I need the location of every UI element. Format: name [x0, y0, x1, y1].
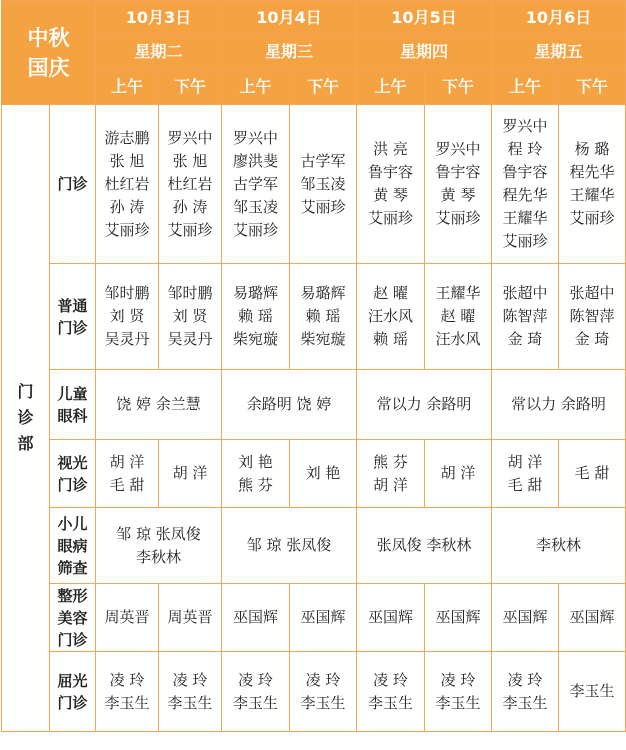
doctor-name: 王耀华 — [435, 284, 481, 302]
doctor-cell — [492, 508, 626, 584]
schedule-row-cosmetic — [2, 584, 626, 652]
doctor-name: 程 玲 — [507, 140, 543, 158]
am-header: 上午 — [357, 70, 425, 105]
doctor-cell — [159, 264, 222, 370]
doctor-name: 孙 涛 — [172, 197, 208, 216]
doctor-name: 李玉生 — [367, 693, 413, 712]
doctor-name: 罗兴中 — [502, 117, 548, 135]
doctor-name: 刘 贤 — [172, 307, 208, 325]
category-label — [50, 508, 96, 584]
doctor-name: 张超中 — [569, 284, 615, 302]
doctor-name: 汪水风 — [367, 307, 413, 325]
category-label-line: 门诊 — [57, 318, 88, 337]
doctor-name: 凌 玲 — [109, 670, 145, 689]
doctor-cell — [492, 652, 559, 732]
pm-header: 下午 — [425, 70, 492, 105]
doctor-name: 陈智萍 — [502, 307, 548, 325]
category-label-line: 整形 — [57, 586, 88, 605]
doctor-name: 黄 琴 — [373, 186, 408, 204]
category-label-line: 门诊 — [57, 693, 88, 712]
doctor-name: 杨 璐 — [574, 140, 610, 158]
doctor-name: 吴灵丹 — [104, 330, 150, 348]
doctor-name: 邹玉凌 — [300, 174, 346, 193]
doctor-cell — [222, 105, 290, 264]
doctor-name: 胡 洋 — [109, 452, 145, 471]
doctor-cell — [159, 584, 222, 652]
doctor-name: 鲁宇容 — [435, 163, 481, 181]
doctor-name: 胡 洋 — [507, 452, 543, 471]
holiday-title-line-2: 国庆 — [27, 55, 70, 80]
doctor-cell — [425, 584, 492, 652]
am-header: 上午 — [492, 70, 559, 105]
doctor-name: 凌 玲 — [373, 670, 408, 689]
doctor-cell — [290, 264, 357, 370]
doctor-cell — [96, 105, 159, 264]
doctor-cell — [425, 652, 492, 732]
category-label-line: 眼病 — [57, 536, 88, 555]
doctor-cell — [425, 440, 492, 508]
doctor-name: 毛 甜 — [109, 475, 145, 494]
schedule-row-outpatient — [2, 105, 626, 264]
doctor-name: 赖 瑶 — [305, 307, 341, 325]
doctor-cell — [222, 264, 290, 370]
doctor-cell — [222, 508, 357, 584]
date-header: 10月4日 — [222, 1, 357, 35]
doctor-name: 饶 婷 余兰慧 — [116, 395, 201, 413]
doctor-name: 邹 琼 张凤俊 — [116, 524, 201, 543]
doctor-name: 艾丽珍 — [367, 209, 413, 227]
doctor-cell — [357, 584, 425, 652]
doctor-cell — [559, 264, 626, 370]
doctor-name: 熊 芬 — [373, 452, 408, 471]
doctor-cell — [222, 440, 290, 508]
doctor-name: 汪水风 — [435, 330, 481, 348]
doctor-name: 邹时鹏 — [104, 284, 150, 302]
doctor-cell — [559, 584, 626, 652]
doctor-cell — [96, 652, 159, 732]
date-header: 10月6日 — [492, 1, 626, 35]
category-label-line: 小儿 — [57, 514, 88, 533]
doctor-name: 艾丽珍 — [569, 209, 615, 227]
doctor-cell — [96, 440, 159, 508]
doctor-cell — [290, 440, 357, 508]
doctor-name: 胡 洋 — [172, 464, 208, 482]
doctor-cell — [559, 652, 626, 732]
doctor-cell — [222, 584, 290, 652]
doctor-name: 周英晋 — [167, 608, 213, 626]
doctor-cell — [96, 508, 222, 584]
category-label-line: 美容 — [57, 608, 88, 627]
doctor-name: 艾丽珍 — [300, 197, 346, 216]
category-label-line: 眼科 — [57, 406, 88, 425]
schedule-row-child-eye-screening — [2, 508, 626, 584]
doctor-cell — [159, 105, 222, 264]
doctor-name: 黄 琴 — [440, 186, 476, 204]
doctor-cell — [492, 370, 626, 440]
doctor-name: 李玉生 — [300, 693, 346, 712]
weekday-header: 星期三 — [222, 35, 357, 70]
category-label — [50, 652, 96, 732]
doctor-name: 艾丽珍 — [435, 209, 481, 227]
doctor-name: 李秋林 — [135, 547, 181, 566]
doctor-name: 柴宛璇 — [232, 330, 278, 348]
doctor-name: 巫国辉 — [435, 608, 481, 626]
doctor-name: 胡 洋 — [440, 464, 476, 482]
department-label — [2, 105, 50, 732]
doctor-name: 巫国辉 — [569, 608, 615, 626]
weekday-header: 星期二 — [96, 35, 222, 70]
date-row — [2, 1, 626, 35]
doctor-name: 游志鹏 — [104, 128, 150, 147]
doctor-cell — [492, 105, 559, 264]
doctor-name: 赖 瑶 — [238, 307, 273, 325]
pm-header: 下午 — [559, 70, 626, 105]
doctor-name: 刘 艳 — [305, 464, 341, 482]
doctor-name: 鲁宇容 — [367, 163, 413, 181]
doctor-name: 罗兴中 — [232, 128, 278, 147]
doctor-cell — [357, 440, 425, 508]
category-label — [50, 105, 96, 264]
category-label — [50, 264, 96, 370]
doctor-cell — [159, 440, 222, 508]
doctor-name: 艾丽珍 — [104, 220, 150, 239]
doctor-name: 常以力 余路明 — [511, 395, 606, 413]
category-label-line: 筛查 — [57, 558, 88, 577]
doctor-name: 邹 琼 张凤俊 — [246, 536, 332, 554]
doctor-cell — [559, 440, 626, 508]
doctor-name: 常以力 余路明 — [376, 395, 472, 413]
holiday-schedule-table — [1, 0, 626, 732]
doctor-name: 李玉生 — [569, 682, 615, 700]
doctor-name: 艾丽珍 — [232, 220, 278, 239]
pm-header: 下午 — [159, 70, 222, 105]
doctor-name: 杜红岩 — [104, 174, 150, 193]
holiday-title — [2, 1, 96, 105]
doctor-name: 凌 玲 — [305, 670, 341, 689]
doctor-cell — [96, 370, 222, 440]
category-label-line: 普通 — [57, 296, 88, 315]
doctor-name: 巫国辉 — [300, 608, 346, 626]
doctor-name: 凌 玲 — [507, 670, 543, 689]
doctor-name: 李玉生 — [167, 693, 213, 712]
doctor-name: 张超中 — [502, 284, 548, 302]
doctor-name: 程先华 — [502, 186, 548, 204]
doctor-name: 鲁宇容 — [502, 163, 548, 181]
doctor-name: 凌 玲 — [172, 670, 208, 689]
doctor-cell — [290, 105, 357, 264]
doctor-name: 李玉生 — [232, 693, 278, 712]
doctor-cell — [357, 652, 425, 732]
doctor-cell — [290, 652, 357, 732]
doctor-name: 胡 洋 — [373, 475, 408, 494]
category-label-line: 门诊 — [57, 475, 88, 494]
doctor-cell — [492, 584, 559, 652]
doctor-cell — [357, 264, 425, 370]
doctor-name: 吴灵丹 — [167, 330, 213, 348]
doctor-name: 赖 瑶 — [373, 330, 408, 348]
category-label-line: 屈光 — [57, 671, 88, 690]
department-label-char: 门 — [17, 382, 34, 401]
doctor-cell — [290, 584, 357, 652]
doctor-name: 古学军 — [300, 151, 346, 170]
doctor-name: 艾丽珍 — [502, 232, 548, 250]
doctor-cell — [492, 264, 559, 370]
doctor-name: 巫国辉 — [502, 608, 548, 626]
weekday-header: 星期五 — [492, 35, 626, 70]
doctor-name: 金 琦 — [574, 330, 610, 348]
doctor-name: 邹玉凌 — [232, 197, 278, 216]
doctor-cell — [492, 440, 559, 508]
category-label-line: 视光 — [57, 453, 88, 472]
doctor-name: 罗兴中 — [167, 128, 213, 147]
doctor-name: 周英晋 — [104, 608, 150, 626]
doctor-name: 洪 亮 — [373, 140, 408, 158]
date-header: 10月3日 — [96, 1, 222, 35]
doctor-cell — [357, 105, 425, 264]
doctor-name: 熊 芬 — [238, 475, 273, 494]
am-header: 上午 — [96, 70, 159, 105]
doctor-name: 李秋林 — [535, 536, 581, 554]
category-label-line: 门诊 — [57, 175, 88, 193]
doctor-name: 毛 甜 — [574, 464, 610, 482]
am-header: 上午 — [222, 70, 290, 105]
date-header: 10月5日 — [357, 1, 492, 35]
doctor-name: 金 琦 — [507, 330, 543, 348]
doctor-name: 杜红岩 — [167, 174, 213, 193]
doctor-name: 刘 艳 — [238, 452, 273, 471]
doctor-name: 凌 玲 — [238, 670, 273, 689]
doctor-cell — [96, 264, 159, 370]
schedule-row-refractive — [2, 652, 626, 732]
doctor-name: 李玉生 — [104, 693, 150, 712]
doctor-name: 张凤俊 李秋林 — [376, 536, 472, 554]
doctor-name: 李玉生 — [502, 693, 548, 712]
doctor-name: 巫国辉 — [232, 608, 278, 626]
doctor-cell — [425, 105, 492, 264]
doctor-name: 孙 涛 — [109, 197, 145, 216]
doctor-name: 赵 曜 — [373, 284, 408, 302]
doctor-cell — [357, 508, 492, 584]
doctor-name: 王耀华 — [502, 209, 548, 227]
doctor-name: 柴宛璇 — [300, 330, 346, 348]
doctor-name: 古学军 — [232, 174, 278, 193]
doctor-name: 刘 贤 — [109, 307, 145, 325]
category-label — [50, 370, 96, 440]
doctor-name: 余路明 饶 婷 — [246, 395, 332, 413]
doctor-name: 程先华 — [569, 163, 615, 181]
doctor-name: 毛 甜 — [507, 475, 543, 494]
category-label-line: 门诊 — [57, 630, 88, 649]
doctor-cell — [96, 584, 159, 652]
doctor-name: 张 旭 — [109, 151, 145, 170]
weekday-header: 星期四 — [357, 35, 492, 70]
doctor-name: 凌 玲 — [440, 670, 476, 689]
doctor-name: 易璐辉 — [300, 284, 346, 302]
doctor-name: 易璐辉 — [232, 284, 278, 302]
doctor-name: 邹时鹏 — [167, 284, 213, 302]
category-label-line: 儿童 — [57, 384, 88, 403]
doctor-cell — [425, 264, 492, 370]
doctor-name: 巫国辉 — [367, 608, 413, 626]
doctor-cell — [222, 652, 290, 732]
doctor-name: 李玉生 — [435, 693, 481, 712]
doctor-cell — [222, 370, 357, 440]
doctor-name: 赵 曜 — [440, 307, 476, 325]
doctor-name: 罗兴中 — [435, 140, 481, 158]
doctor-name: 艾丽珍 — [167, 220, 213, 239]
schedule-row-pediatric-eye — [2, 370, 626, 440]
weekday-row — [2, 35, 626, 70]
department-label-char: 诊 — [17, 408, 34, 427]
holiday-title-line-1: 中秋 — [27, 25, 70, 50]
doctor-cell — [357, 370, 492, 440]
doctor-name: 廖洪斐 — [232, 151, 278, 170]
schedule-row-optometry — [2, 440, 626, 508]
schedule-row-general — [2, 264, 626, 370]
doctor-name: 王耀华 — [569, 186, 615, 204]
department-label-char: 部 — [17, 434, 34, 453]
doctor-name: 张 旭 — [172, 151, 208, 170]
pm-header: 下午 — [290, 70, 357, 105]
category-label — [50, 440, 96, 508]
doctor-cell — [559, 105, 626, 264]
doctor-cell — [159, 652, 222, 732]
am-pm-row — [2, 70, 626, 105]
doctor-name: 陈智萍 — [569, 307, 615, 325]
category-label — [50, 584, 96, 652]
